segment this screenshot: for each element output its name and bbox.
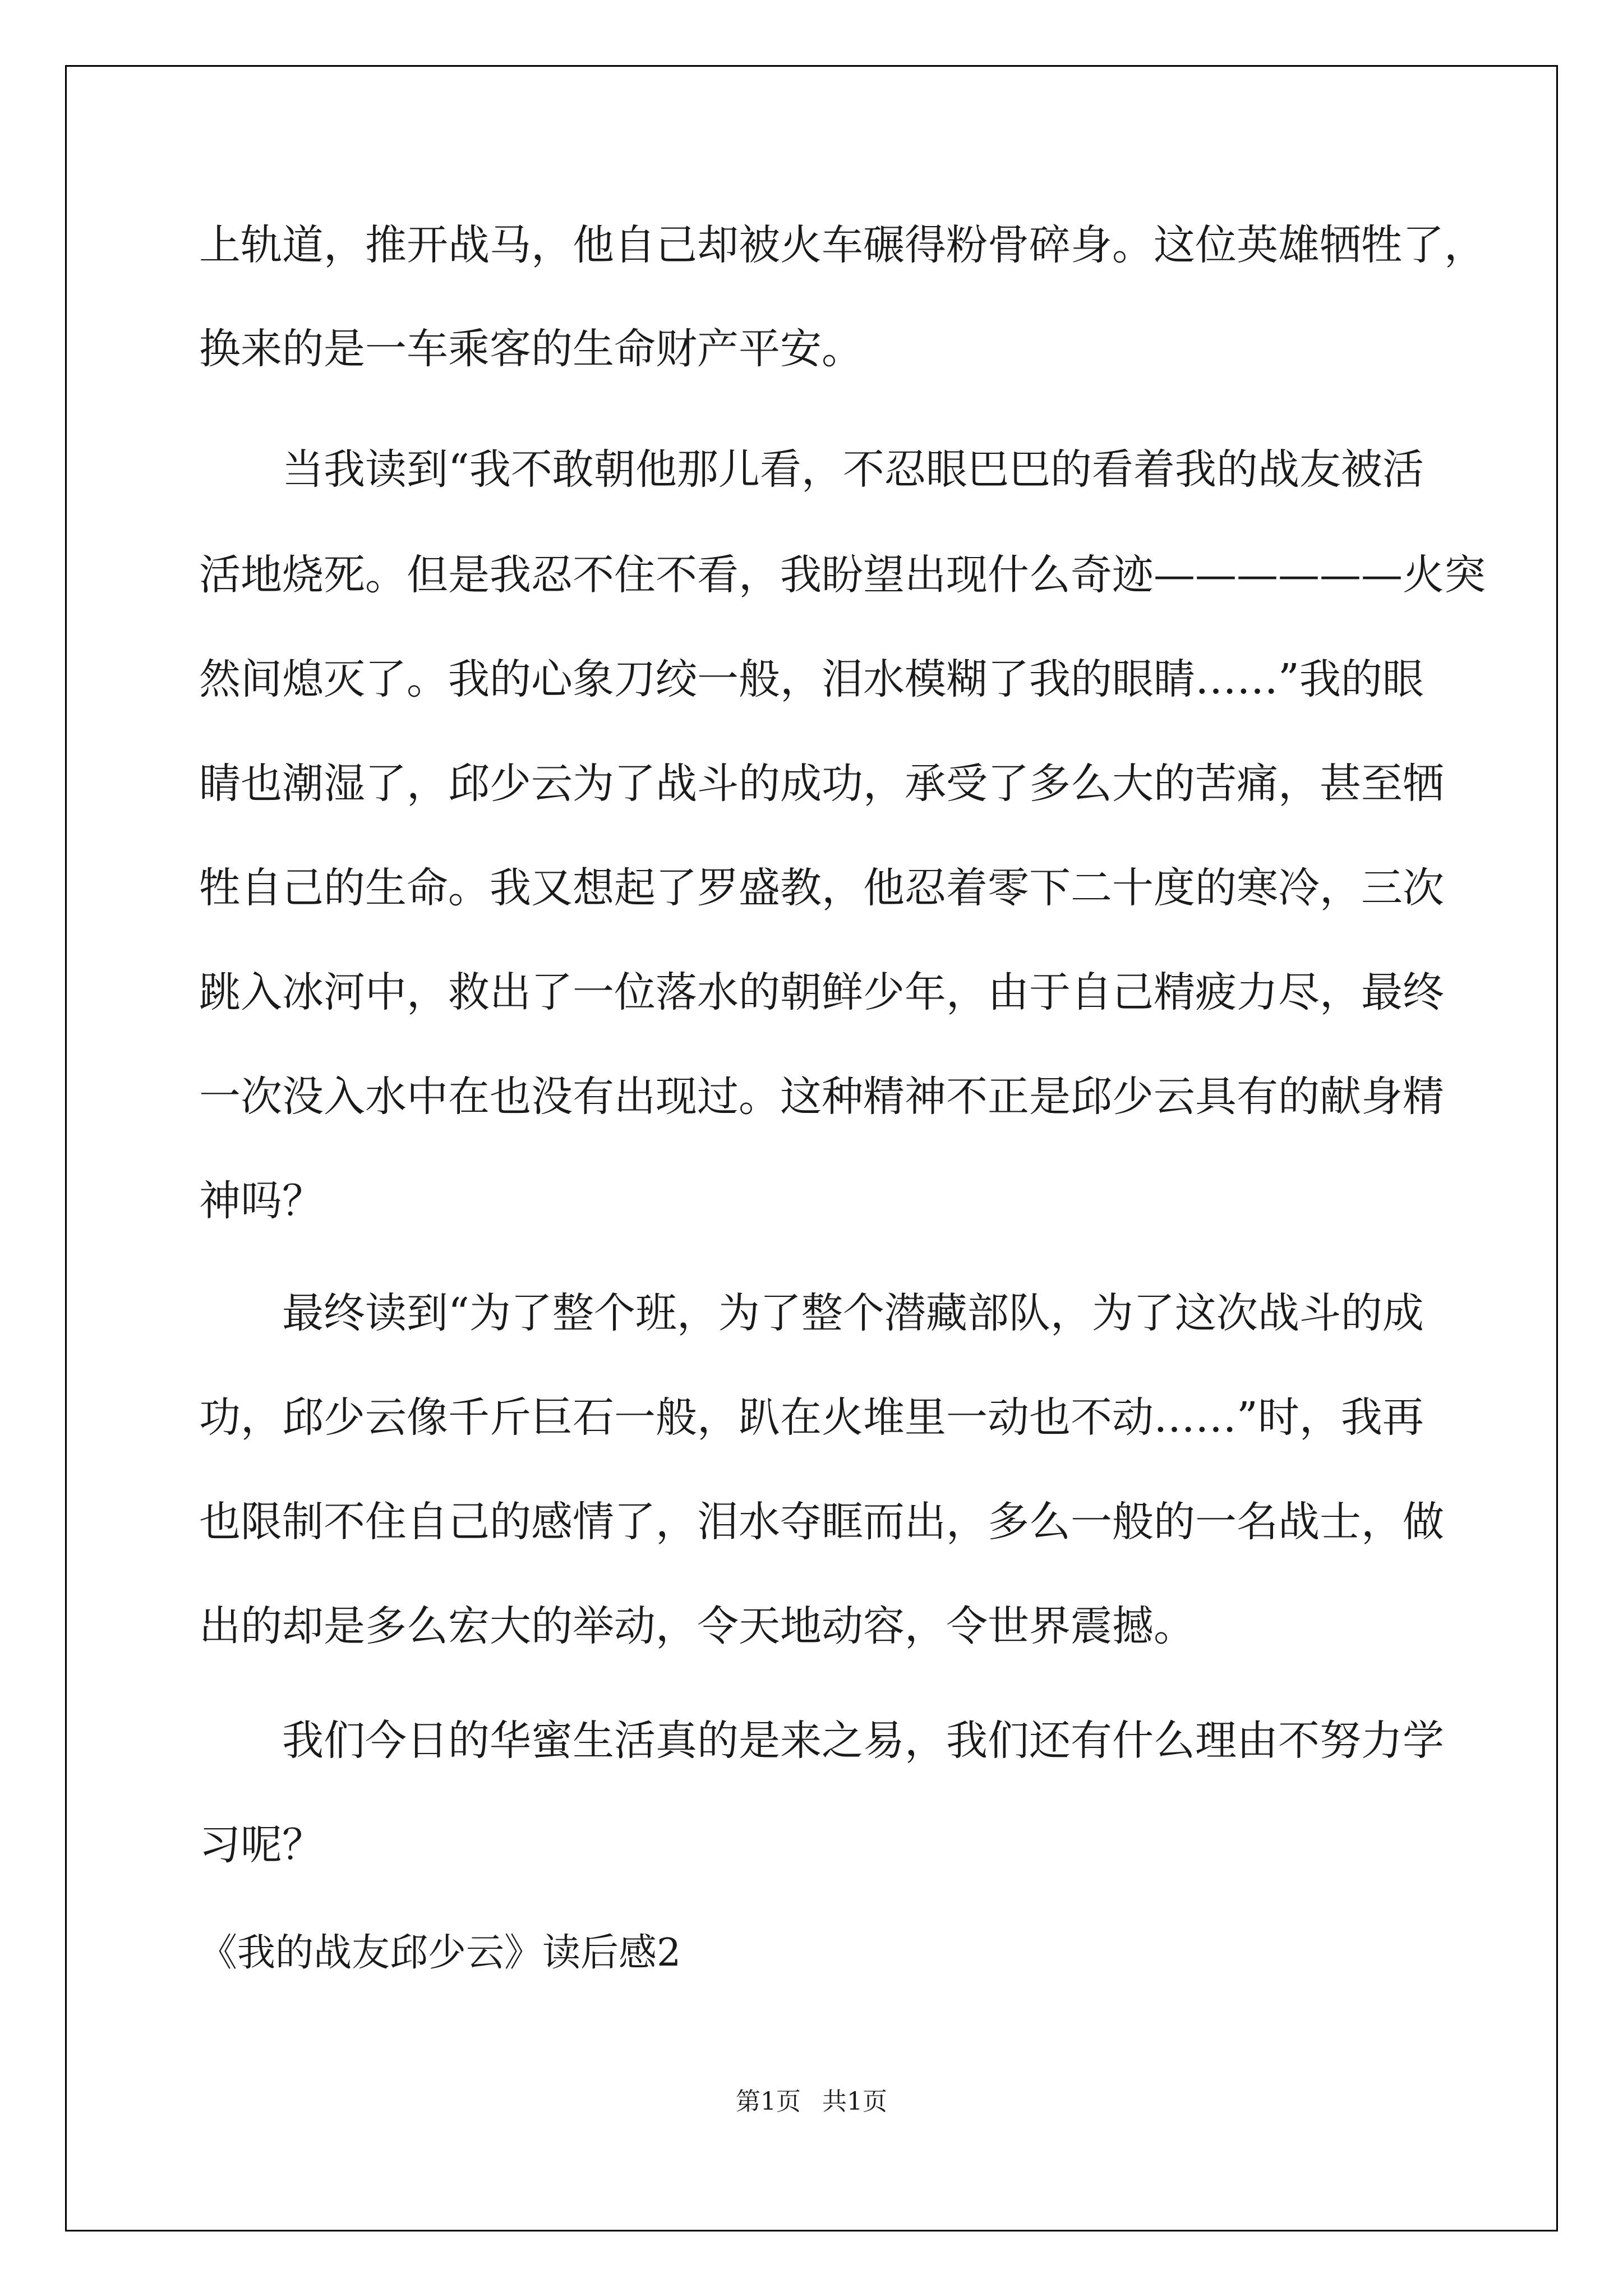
text-line: 当我读到“我不敢朝他那儿看，不忍眼巴巴的看着我的战友被活 <box>199 445 1424 494</box>
text-line: 睛也潮湿了，邱少云为了战斗的成功，承受了多么大的苦痛，甚至牺 <box>199 760 1444 808</box>
page-border <box>65 65 1558 2231</box>
page-footer <box>0 2081 1623 2117</box>
text-line: 上轨道，推开战马，他自己却被火车碾得粉骨碎身。这位英雄牺牲了， <box>199 221 1486 269</box>
text-line: 活地烧死。但是我忍不住不看，我盼望出现什么奇迹——————火突 <box>199 551 1486 599</box>
text-line: 也限制不住自己的感情了，泪水夺眶而出，多么一般的一名战士，做 <box>199 1498 1444 1546</box>
section-heading: 《我的战友邱少云》读后感2 <box>199 1931 681 1975</box>
text-line: 我们今日的华蜜生活真的是来之易，我们还有什么理由不努力学 <box>199 1717 1444 1765</box>
text-line: 习呢？ <box>199 1821 324 1869</box>
text-line: 换来的是一车乘客的生命财产平安。 <box>199 325 863 373</box>
text-line: 神吗？ <box>199 1177 324 1225</box>
text-line: 跳入冰河中，救出了一位落水的朝鲜少年，由于自己精疲力尽，最终 <box>199 968 1444 1016</box>
page-total: 共1页 <box>822 2087 887 2116</box>
text-line: 出的却是多么宏大的举动，令天地动容，令世界震撼。 <box>199 1602 1195 1650</box>
page-number: 第1页 <box>736 2087 801 2116</box>
text-line: 然间熄灭了。我的心象刀绞一般，泪水模糊了我的眼睛……”我的眼 <box>199 655 1424 703</box>
text-line: 牲自己的生命。我又想起了罗盛教，他忍着零下二十度的寒冷，三次 <box>199 864 1444 912</box>
text-line: 最终读到“为了整个班，为了整个潜藏部队，为了这次战斗的成 <box>199 1289 1424 1337</box>
text-line: 功，邱少云像千斤巨石一般，趴在火堆里一动也不动……”时，我再 <box>199 1393 1424 1442</box>
text-line: 一次没入水中在也没有出现过。这种精神不正是邱少云具有的献身精 <box>199 1073 1444 1121</box>
